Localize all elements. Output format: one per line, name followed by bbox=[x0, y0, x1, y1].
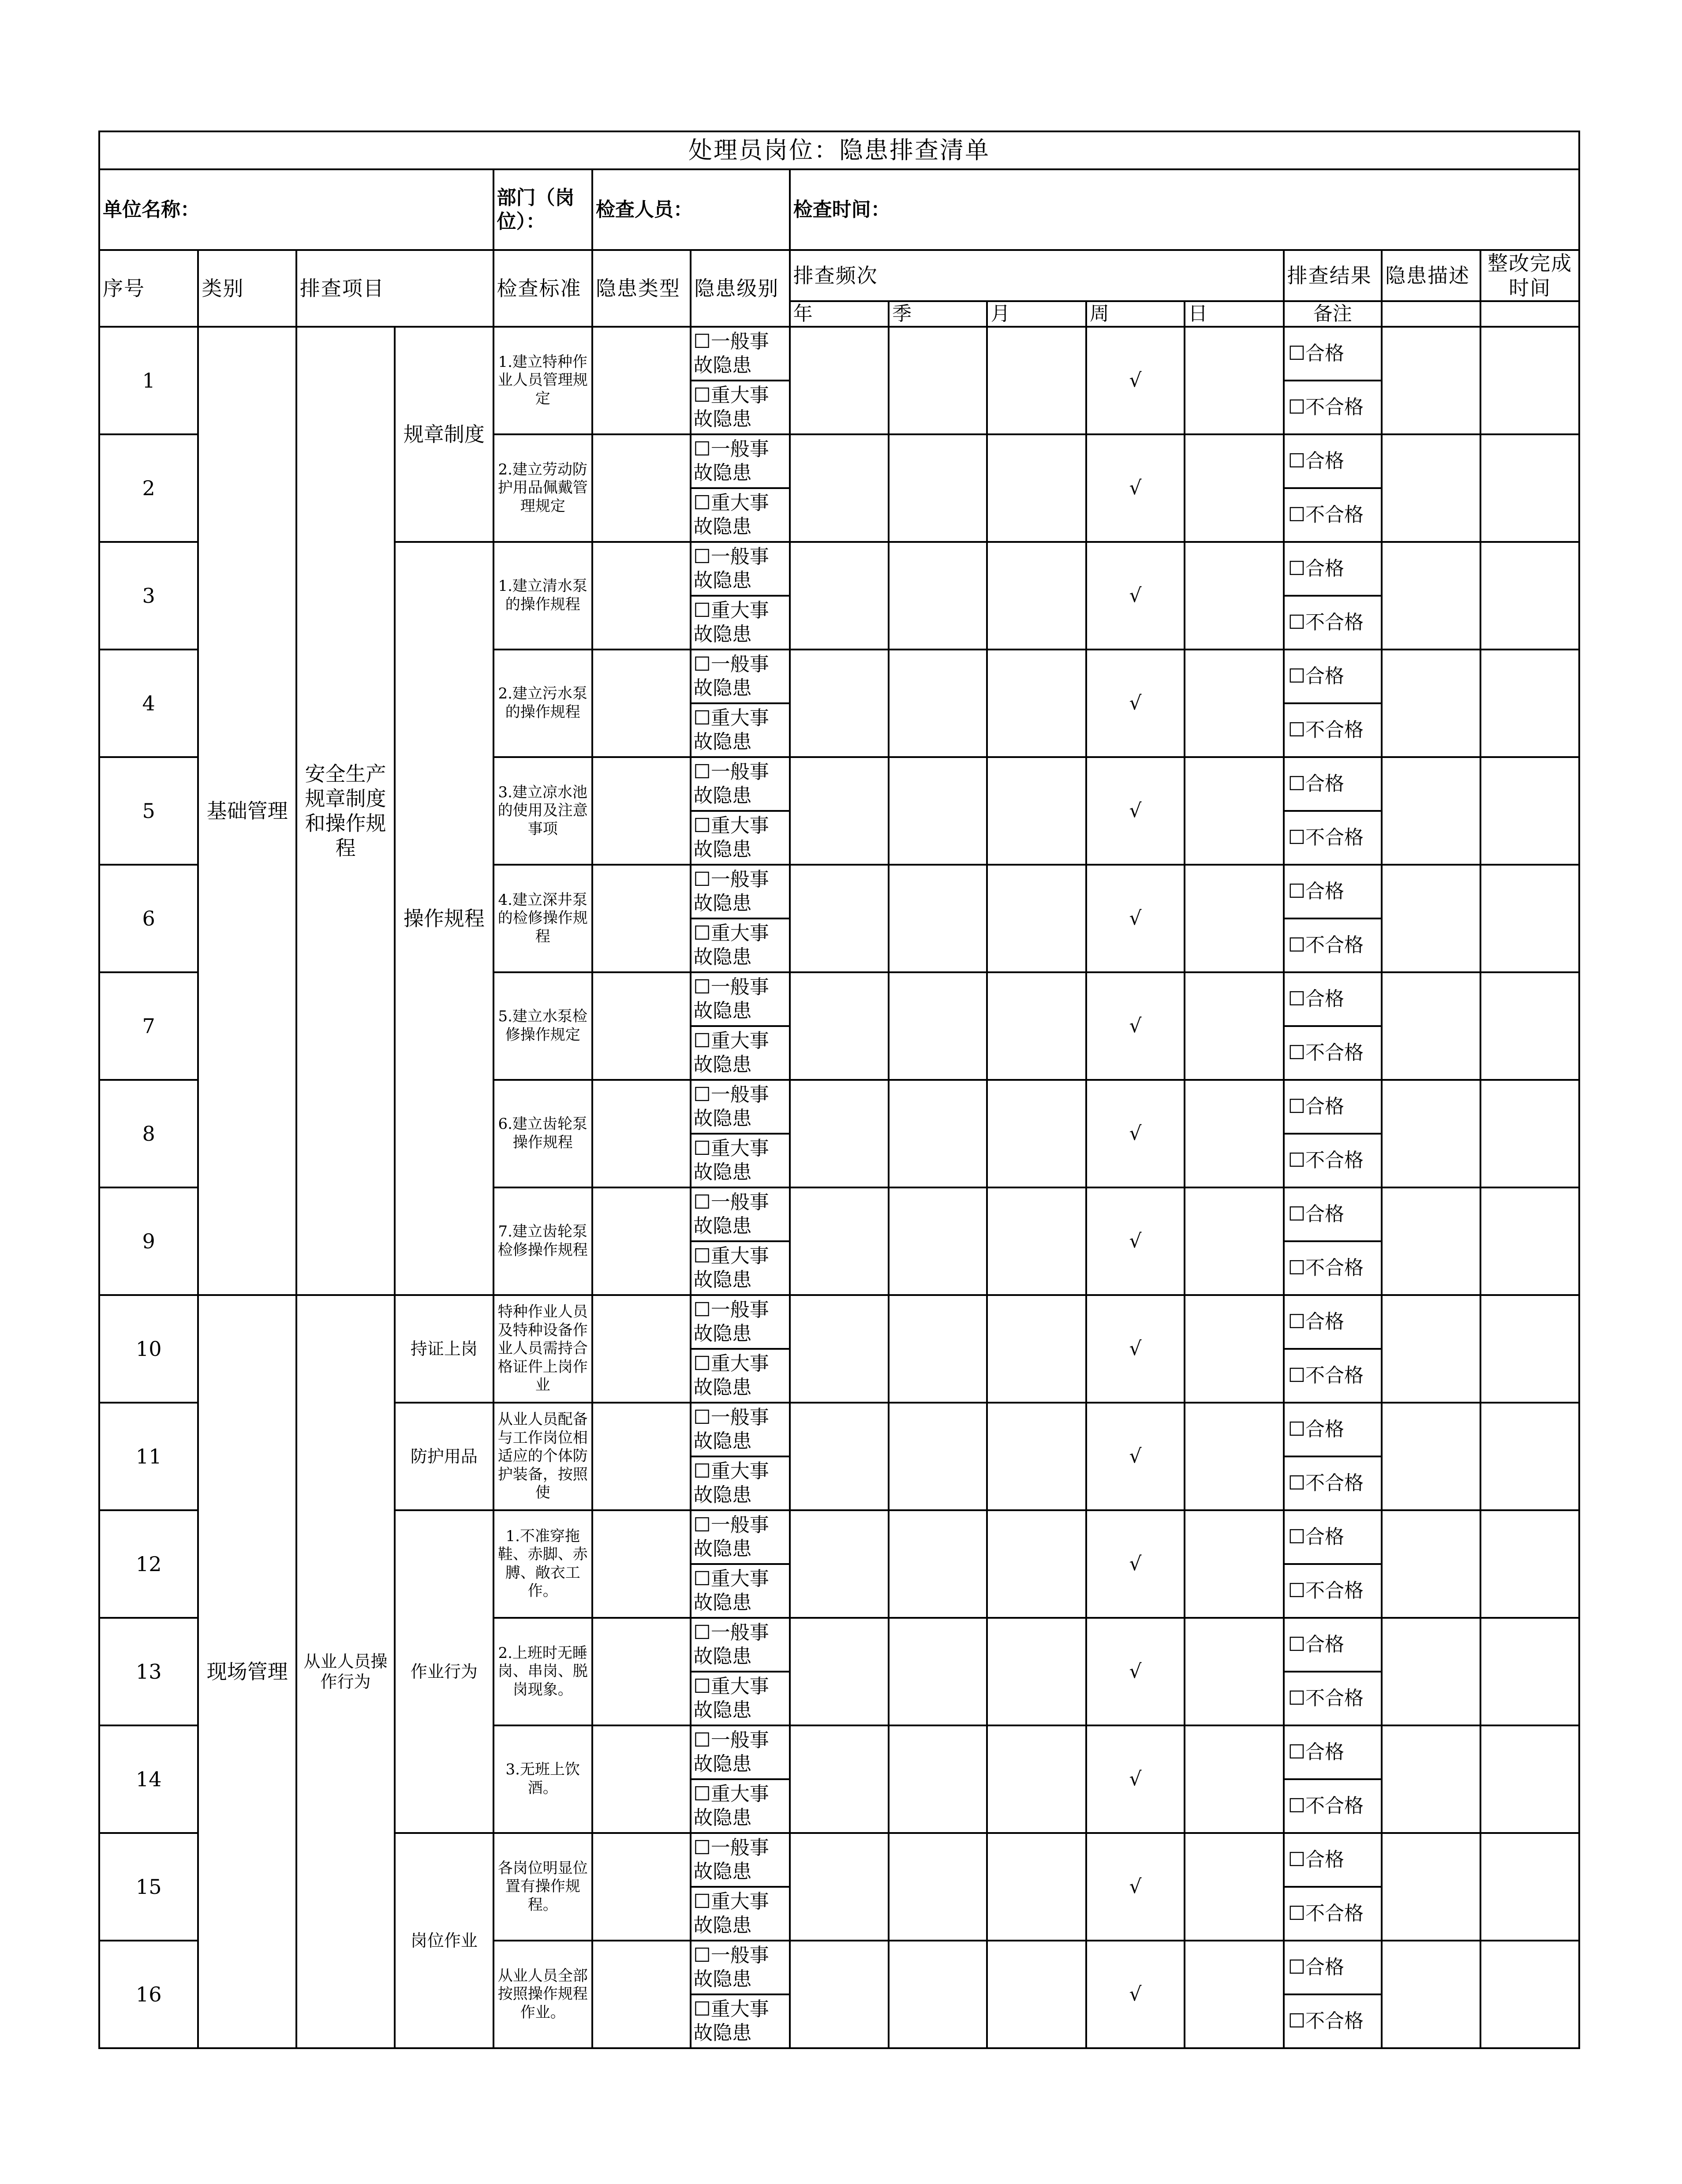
general-hazard-checkbox[interactable]: ☐一般事故隐患 bbox=[691, 1618, 789, 1672]
pass-checkbox[interactable]: ☐合格 bbox=[1284, 650, 1382, 703]
check-standard: 1.建立特种作业人员管理规定 bbox=[493, 327, 592, 434]
check-standard: 1.建立清水泵的操作规程 bbox=[493, 542, 592, 650]
general-hazard-checkbox[interactable]: ☐一般事故隐患 bbox=[691, 1510, 789, 1564]
header-item: 排查项目 bbox=[296, 250, 493, 327]
hazard-type-cell[interactable] bbox=[592, 434, 691, 542]
hazard-type-cell[interactable] bbox=[592, 1295, 691, 1403]
freq-month-cell bbox=[987, 1187, 1086, 1295]
check-standard: 2.建立劳动防护用品佩戴管理规定 bbox=[493, 434, 592, 542]
header-category: 类别 bbox=[198, 250, 296, 327]
description-cell[interactable] bbox=[1382, 434, 1480, 542]
freq-season-cell bbox=[889, 972, 987, 1080]
header-frequency: 排查频次 bbox=[790, 250, 1284, 301]
hazard-type-cell[interactable] bbox=[592, 865, 691, 972]
check-standard: 从业人员配备与工作岗位相适应的个体防护装备，按照使 bbox=[493, 1403, 592, 1510]
general-hazard-checkbox[interactable]: ☐一般事故隐患 bbox=[691, 434, 789, 488]
unit-name-label: 单位名称： bbox=[99, 169, 493, 250]
check-standard: 5.建立水泵检修操作规定 bbox=[493, 972, 592, 1080]
check-standard: 7.建立齿轮泵检修操作规程 bbox=[493, 1187, 592, 1295]
description-cell[interactable] bbox=[1382, 1618, 1480, 1725]
freq-week-check: √ bbox=[1086, 1080, 1185, 1187]
check-standard: 3.无班上饮酒。 bbox=[493, 1725, 592, 1833]
freq-month-cell bbox=[987, 327, 1086, 434]
check-standard: 各岗位明显位置有操作规程。 bbox=[493, 1833, 592, 1941]
subitem-cell: 作业行为 bbox=[395, 1510, 493, 1833]
row-seq: 12 bbox=[99, 1510, 198, 1618]
major-hazard-checkbox[interactable]: ☐重大事故隐患 bbox=[691, 1994, 789, 2048]
header-description: 隐患描述 bbox=[1382, 250, 1480, 301]
freq-day-cell bbox=[1185, 1403, 1283, 1510]
description-cell[interactable] bbox=[1382, 542, 1480, 650]
freq-day-cell bbox=[1185, 972, 1283, 1080]
fail-checkbox[interactable]: ☐不合格 bbox=[1284, 381, 1382, 434]
freq-season-cell bbox=[889, 865, 987, 972]
description-cell[interactable] bbox=[1382, 972, 1480, 1080]
header-hazard-type: 隐患类型 bbox=[592, 250, 691, 327]
pass-checkbox[interactable]: ☐合格 bbox=[1284, 972, 1382, 1026]
freq-week-check: √ bbox=[1086, 1833, 1185, 1941]
description-cell[interactable] bbox=[1382, 1403, 1480, 1510]
pass-checkbox[interactable]: ☐合格 bbox=[1284, 542, 1382, 596]
freq-season-cell bbox=[889, 757, 987, 865]
table-row bbox=[99, 1295, 1579, 1349]
deadline-cell[interactable] bbox=[1480, 972, 1579, 1080]
freq-month-cell bbox=[987, 972, 1086, 1080]
header-remark: 备注 bbox=[1284, 301, 1382, 327]
deadline-cell[interactable] bbox=[1480, 327, 1579, 434]
freq-week-check: √ bbox=[1086, 1187, 1185, 1295]
freq-year-cell bbox=[790, 757, 889, 865]
hazard-type-cell[interactable] bbox=[592, 650, 691, 757]
header-hazard-level: 隐患级别 bbox=[691, 250, 789, 327]
subitem-cell: 岗位作业 bbox=[395, 1833, 493, 2048]
freq-week-check: √ bbox=[1086, 1941, 1185, 2048]
freq-day-cell bbox=[1185, 542, 1283, 650]
freq-day: 日 bbox=[1185, 301, 1283, 327]
general-hazard-checkbox[interactable]: ☐一般事故隐患 bbox=[691, 1941, 789, 1994]
deadline-cell[interactable] bbox=[1480, 1403, 1579, 1510]
check-standard: 1.不准穿拖鞋、赤脚、赤膊、敞衣工作。 bbox=[493, 1510, 592, 1618]
freq-season-cell bbox=[889, 1295, 987, 1403]
pass-checkbox[interactable]: ☐合格 bbox=[1284, 1618, 1382, 1672]
freq-season-cell bbox=[889, 542, 987, 650]
description-cell[interactable] bbox=[1382, 1295, 1480, 1403]
freq-week-check: √ bbox=[1086, 1618, 1185, 1725]
description-cell[interactable] bbox=[1382, 1941, 1480, 2048]
freq-season-cell bbox=[889, 1187, 987, 1295]
major-hazard-checkbox[interactable]: ☐重大事故隐患 bbox=[691, 381, 789, 434]
freq-year: 年 bbox=[790, 301, 889, 327]
check-standard: 2.上班时无睡岗、串岗、脱岗现象。 bbox=[493, 1618, 592, 1725]
pass-checkbox[interactable]: ☐合格 bbox=[1284, 434, 1382, 488]
header-standard: 检查标准 bbox=[493, 250, 592, 327]
row-seq: 15 bbox=[99, 1833, 198, 1941]
freq-week-check: √ bbox=[1086, 434, 1185, 542]
freq-day-cell bbox=[1185, 1080, 1283, 1187]
freq-season-cell bbox=[889, 327, 987, 434]
hazard-type-cell[interactable] bbox=[592, 542, 691, 650]
table-row bbox=[99, 327, 1579, 381]
major-hazard-checkbox[interactable]: ☐重大事故隐患 bbox=[691, 596, 789, 650]
freq-year-cell bbox=[790, 1403, 889, 1510]
freq-week-check: √ bbox=[1086, 327, 1185, 434]
freq-week-check: √ bbox=[1086, 1725, 1185, 1833]
freq-season: 季 bbox=[889, 301, 987, 327]
category-cell: 现场管理 bbox=[198, 1295, 296, 2048]
fail-checkbox[interactable]: ☐不合格 bbox=[1284, 1994, 1382, 2048]
freq-month-cell bbox=[987, 865, 1086, 972]
hazard-checklist-table bbox=[98, 131, 1580, 2049]
deadline-cell[interactable] bbox=[1480, 757, 1579, 865]
fail-checkbox[interactable]: ☐不合格 bbox=[1284, 1134, 1382, 1187]
freq-day-cell bbox=[1185, 1833, 1283, 1941]
fail-checkbox[interactable]: ☐不合格 bbox=[1284, 1026, 1382, 1080]
freq-month-cell bbox=[987, 1510, 1086, 1618]
row-seq: 4 bbox=[99, 650, 198, 757]
major-hazard-checkbox[interactable]: ☐重大事故隐患 bbox=[691, 703, 789, 757]
freq-day-cell bbox=[1185, 1510, 1283, 1618]
hazard-type-cell[interactable] bbox=[592, 1510, 691, 1618]
freq-month-cell bbox=[987, 1080, 1086, 1187]
major-hazard-checkbox[interactable]: ☐重大事故隐患 bbox=[691, 1779, 789, 1833]
check-standard: 2.建立污水泵的操作规程 bbox=[493, 650, 592, 757]
subitem-cell: 持证上岗 bbox=[395, 1295, 493, 1403]
fail-checkbox[interactable]: ☐不合格 bbox=[1284, 811, 1382, 865]
freq-week-check: √ bbox=[1086, 1295, 1185, 1403]
freq-week-check: √ bbox=[1086, 650, 1185, 757]
deadline-cell[interactable] bbox=[1480, 1941, 1579, 2048]
fail-checkbox[interactable]: ☐不合格 bbox=[1284, 1887, 1382, 1941]
freq-season-cell bbox=[889, 1833, 987, 1941]
major-hazard-checkbox[interactable]: ☐重大事故隐患 bbox=[691, 1349, 789, 1403]
major-hazard-checkbox[interactable]: ☐重大事故隐患 bbox=[691, 918, 789, 972]
subitem-cell: 防护用品 bbox=[395, 1403, 493, 1510]
major-hazard-checkbox[interactable]: ☐重大事故隐患 bbox=[691, 1134, 789, 1187]
fail-checkbox[interactable]: ☐不合格 bbox=[1284, 1779, 1382, 1833]
deadline-cell[interactable] bbox=[1480, 1618, 1579, 1725]
freq-year-cell bbox=[790, 1725, 889, 1833]
item-cell: 安全生产规章制度和操作规程 bbox=[296, 327, 395, 1295]
major-hazard-checkbox[interactable]: ☐重大事故隐患 bbox=[691, 811, 789, 865]
freq-year-cell bbox=[790, 327, 889, 434]
freq-day-cell bbox=[1185, 865, 1283, 972]
header-result: 排查结果 bbox=[1284, 250, 1382, 301]
description-cell[interactable] bbox=[1382, 1510, 1480, 1618]
freq-year-cell bbox=[790, 1618, 889, 1725]
description-cell[interactable] bbox=[1382, 757, 1480, 865]
freq-month-cell bbox=[987, 1295, 1086, 1403]
hazard-type-cell[interactable] bbox=[592, 1833, 691, 1941]
description-cell[interactable] bbox=[1382, 650, 1480, 757]
check-standard: 3.建立凉水池的使用及注意事项 bbox=[493, 757, 592, 865]
pass-checkbox[interactable]: ☐合格 bbox=[1284, 865, 1382, 918]
freq-year-cell bbox=[790, 865, 889, 972]
pass-checkbox[interactable]: ☐合格 bbox=[1284, 1080, 1382, 1134]
item-cell: 从业人员操作行为 bbox=[296, 1295, 395, 2048]
fail-checkbox[interactable]: ☐不合格 bbox=[1284, 1349, 1382, 1403]
inspector-label: 检查人员： bbox=[592, 169, 790, 250]
row-seq: 7 bbox=[99, 972, 198, 1080]
freq-season-cell bbox=[889, 650, 987, 757]
row-seq: 3 bbox=[99, 542, 198, 650]
freq-month-cell bbox=[987, 1941, 1086, 2048]
row-seq: 16 bbox=[99, 1941, 198, 2048]
row-seq: 8 bbox=[99, 1080, 198, 1187]
description-cell[interactable] bbox=[1382, 1187, 1480, 1295]
inspection-time-label: 检查时间： bbox=[790, 169, 1579, 250]
description-cell[interactable] bbox=[1382, 865, 1480, 972]
major-hazard-checkbox[interactable]: ☐重大事故隐患 bbox=[691, 1456, 789, 1510]
freq-year-cell bbox=[790, 1187, 889, 1295]
deadline-cell[interactable] bbox=[1480, 542, 1579, 650]
check-standard: 从业人员全部按照操作规程作业。 bbox=[493, 1941, 592, 2048]
general-hazard-checkbox[interactable]: ☐一般事故隐患 bbox=[691, 327, 789, 381]
fail-checkbox[interactable]: ☐不合格 bbox=[1284, 1456, 1382, 1510]
freq-week-check: √ bbox=[1086, 865, 1185, 972]
description-cell[interactable] bbox=[1382, 1080, 1480, 1187]
fail-checkbox[interactable]: ☐不合格 bbox=[1284, 703, 1382, 757]
pass-checkbox[interactable]: ☐合格 bbox=[1284, 1510, 1382, 1564]
general-hazard-checkbox[interactable]: ☐一般事故隐患 bbox=[691, 865, 789, 918]
freq-year-cell bbox=[790, 1941, 889, 2048]
freq-month-cell bbox=[987, 1618, 1086, 1725]
freq-week-check: √ bbox=[1086, 757, 1185, 865]
freq-day-cell bbox=[1185, 1295, 1283, 1403]
freq-year-cell bbox=[790, 434, 889, 542]
freq-month-cell bbox=[987, 650, 1086, 757]
row-seq: 9 bbox=[99, 1187, 198, 1295]
pass-checkbox[interactable]: ☐合格 bbox=[1284, 1403, 1382, 1456]
deadline-cell[interactable] bbox=[1480, 650, 1579, 757]
header-blank bbox=[1480, 301, 1579, 327]
freq-year-cell bbox=[790, 542, 889, 650]
general-hazard-checkbox[interactable]: ☐一般事故隐患 bbox=[691, 757, 789, 811]
general-hazard-checkbox[interactable]: ☐一般事故隐患 bbox=[691, 1080, 789, 1134]
major-hazard-checkbox[interactable]: ☐重大事故隐患 bbox=[691, 488, 789, 542]
major-hazard-checkbox[interactable]: ☐重大事故隐患 bbox=[691, 1026, 789, 1080]
header-seq: 序号 bbox=[99, 250, 198, 327]
pass-checkbox[interactable]: ☐合格 bbox=[1284, 1187, 1382, 1241]
deadline-cell[interactable] bbox=[1480, 1187, 1579, 1295]
pass-checkbox[interactable]: ☐合格 bbox=[1284, 1833, 1382, 1887]
freq-day-cell bbox=[1185, 327, 1283, 434]
subitem-cell: 规章制度 bbox=[395, 327, 493, 542]
category-cell: 基础管理 bbox=[198, 327, 296, 1295]
major-hazard-checkbox[interactable]: ☐重大事故隐患 bbox=[691, 1241, 789, 1295]
freq-week-check: √ bbox=[1086, 972, 1185, 1080]
freq-year-cell bbox=[790, 1080, 889, 1187]
hazard-type-cell[interactable] bbox=[592, 1725, 691, 1833]
check-standard: 特种作业人员及特种设备作业人员需持合格证件上岗作业 bbox=[493, 1295, 592, 1403]
hazard-type-cell[interactable] bbox=[592, 757, 691, 865]
description-cell[interactable] bbox=[1382, 1833, 1480, 1941]
freq-year-cell bbox=[790, 1295, 889, 1403]
general-hazard-checkbox[interactable]: ☐一般事故隐患 bbox=[691, 1295, 789, 1349]
freq-month-cell bbox=[987, 1403, 1086, 1510]
fail-checkbox[interactable]: ☐不合格 bbox=[1284, 488, 1382, 542]
freq-day-cell bbox=[1185, 650, 1283, 757]
deadline-cell[interactable] bbox=[1480, 865, 1579, 972]
freq-day-cell bbox=[1185, 1618, 1283, 1725]
freq-week-check: √ bbox=[1086, 1510, 1185, 1618]
freq-day-cell bbox=[1185, 434, 1283, 542]
subitem-cell: 操作规程 bbox=[395, 542, 493, 1295]
general-hazard-checkbox[interactable]: ☐一般事故隐患 bbox=[691, 1187, 789, 1241]
description-cell[interactable] bbox=[1382, 1725, 1480, 1833]
check-standard: 4.建立深井泵的检修操作规程 bbox=[493, 865, 592, 972]
check-standard: 6.建立齿轮泵操作规程 bbox=[493, 1080, 592, 1187]
row-seq: 11 bbox=[99, 1403, 198, 1510]
freq-week-check: √ bbox=[1086, 1403, 1185, 1510]
hazard-type-cell[interactable] bbox=[592, 1080, 691, 1187]
freq-week-check: √ bbox=[1086, 542, 1185, 650]
freq-month-cell bbox=[987, 1833, 1086, 1941]
general-hazard-checkbox[interactable]: ☐一般事故隐患 bbox=[691, 1403, 789, 1456]
freq-year-cell bbox=[790, 650, 889, 757]
fail-checkbox[interactable]: ☐不合格 bbox=[1284, 1241, 1382, 1295]
description-cell[interactable] bbox=[1382, 327, 1480, 434]
freq-month: 月 bbox=[987, 301, 1086, 327]
major-hazard-checkbox[interactable]: ☐重大事故隐患 bbox=[691, 1672, 789, 1725]
pass-checkbox[interactable]: ☐合格 bbox=[1284, 757, 1382, 811]
fail-checkbox[interactable]: ☐不合格 bbox=[1284, 918, 1382, 972]
row-seq: 14 bbox=[99, 1725, 198, 1833]
general-hazard-checkbox[interactable]: ☐一般事故隐患 bbox=[691, 972, 789, 1026]
deadline-cell[interactable] bbox=[1480, 1510, 1579, 1618]
deadline-cell[interactable] bbox=[1480, 1295, 1579, 1403]
hazard-type-cell[interactable] bbox=[592, 972, 691, 1080]
freq-season-cell bbox=[889, 434, 987, 542]
freq-season-cell bbox=[889, 1618, 987, 1725]
row-seq: 13 bbox=[99, 1618, 198, 1725]
hazard-type-cell[interactable] bbox=[592, 1403, 691, 1510]
hazard-type-cell[interactable] bbox=[592, 1941, 691, 2048]
header-deadline: 整改完成时间 bbox=[1480, 250, 1579, 301]
general-hazard-checkbox[interactable]: ☐一般事故隐患 bbox=[691, 1833, 789, 1887]
freq-year-cell bbox=[790, 972, 889, 1080]
freq-month-cell bbox=[987, 1725, 1086, 1833]
sheet-title: 处理员岗位：隐患排查清单 bbox=[99, 131, 1579, 169]
row-seq: 5 bbox=[99, 757, 198, 865]
deadline-cell[interactable] bbox=[1480, 1833, 1579, 1941]
freq-year-cell bbox=[790, 1510, 889, 1618]
freq-season-cell bbox=[889, 1080, 987, 1187]
deadline-cell[interactable] bbox=[1480, 1725, 1579, 1833]
general-hazard-checkbox[interactable]: ☐一般事故隐患 bbox=[691, 542, 789, 596]
freq-season-cell bbox=[889, 1510, 987, 1618]
freq-year-cell bbox=[790, 1833, 889, 1941]
pass-checkbox[interactable]: ☐合格 bbox=[1284, 1295, 1382, 1349]
freq-month-cell bbox=[987, 434, 1086, 542]
freq-day-cell bbox=[1185, 1187, 1283, 1295]
row-seq: 10 bbox=[99, 1295, 198, 1403]
row-seq: 2 bbox=[99, 434, 198, 542]
pass-checkbox[interactable]: ☐合格 bbox=[1284, 327, 1382, 381]
hazard-type-cell[interactable] bbox=[592, 1618, 691, 1725]
header-blank bbox=[1382, 301, 1480, 327]
freq-day-cell bbox=[1185, 757, 1283, 865]
department-label: 部门（岗位）： bbox=[493, 169, 592, 250]
general-hazard-checkbox[interactable]: ☐一般事故隐患 bbox=[691, 1725, 789, 1779]
deadline-cell[interactable] bbox=[1480, 1080, 1579, 1187]
hazard-type-cell[interactable] bbox=[592, 1187, 691, 1295]
fail-checkbox[interactable]: ☐不合格 bbox=[1284, 1672, 1382, 1725]
freq-day-cell bbox=[1185, 1941, 1283, 2048]
freq-week: 周 bbox=[1086, 301, 1185, 327]
freq-season-cell bbox=[889, 1725, 987, 1833]
row-seq: 6 bbox=[99, 865, 198, 972]
freq-season-cell bbox=[889, 1403, 987, 1510]
hazard-type-cell[interactable] bbox=[592, 327, 691, 434]
fail-checkbox[interactable]: ☐不合格 bbox=[1284, 1564, 1382, 1618]
freq-month-cell bbox=[987, 757, 1086, 865]
fail-checkbox[interactable]: ☐不合格 bbox=[1284, 596, 1382, 650]
pass-checkbox[interactable]: ☐合格 bbox=[1284, 1941, 1382, 1994]
major-hazard-checkbox[interactable]: ☐重大事故隐患 bbox=[691, 1887, 789, 1941]
general-hazard-checkbox[interactable]: ☐一般事故隐患 bbox=[691, 650, 789, 703]
row-seq: 1 bbox=[99, 327, 198, 434]
freq-season-cell bbox=[889, 1941, 987, 2048]
major-hazard-checkbox[interactable]: ☐重大事故隐患 bbox=[691, 1564, 789, 1618]
deadline-cell[interactable] bbox=[1480, 434, 1579, 542]
pass-checkbox[interactable]: ☐合格 bbox=[1284, 1725, 1382, 1779]
freq-month-cell bbox=[987, 542, 1086, 650]
freq-day-cell bbox=[1185, 1725, 1283, 1833]
